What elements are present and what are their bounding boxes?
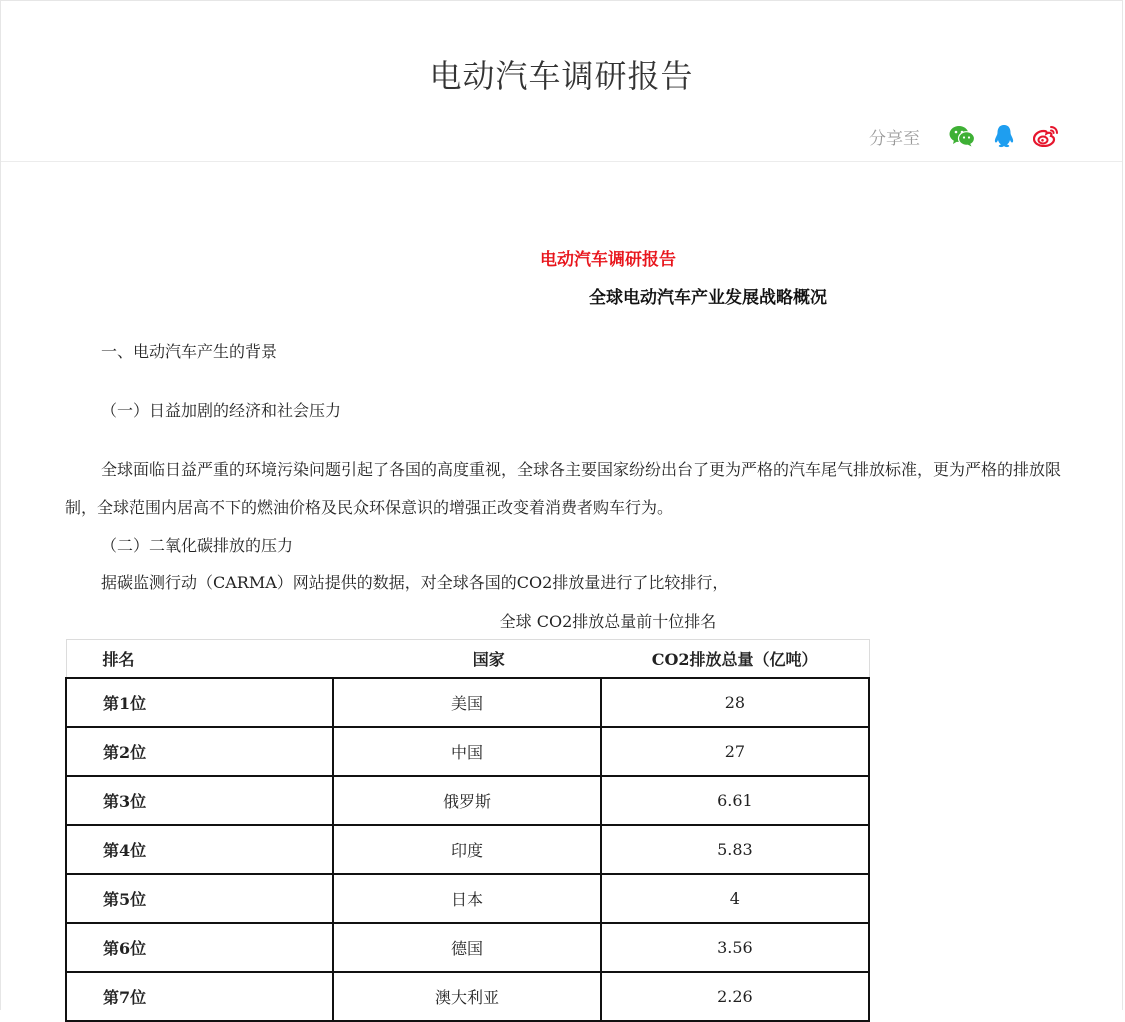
qq-icon[interactable] — [990, 122, 1018, 150]
section-heading: 一、电动汽车产生的背景 — [101, 342, 278, 361]
article-header — [1, 1, 1122, 162]
country-cell: 印度 — [333, 825, 600, 874]
table-row — [66, 776, 869, 825]
country-cell: 日本 — [333, 874, 600, 923]
table-row — [66, 874, 869, 923]
value-cell: 2.26 — [601, 972, 869, 1021]
value-cell: 27 — [601, 727, 869, 776]
country-cell: 德国 — [333, 923, 600, 972]
table-row — [66, 825, 869, 874]
rank-cell: 第2位 — [66, 727, 333, 776]
value-cell: 4 — [601, 874, 869, 923]
table-row — [66, 972, 869, 1021]
paragraph: 全球面临日益严重的环境污染问题引起了各国的高度重视，全球各主要国家纷纷出台了更为严格的汽车尾气排放标准，更为严格的排放限制，全球范围内居高不下的燃油价格及民众环保意识的增强正改变着消费者购车行为。 — [65, 460, 1062, 517]
country-cell: 中国 — [333, 727, 600, 776]
rank-cell: 第4位 — [66, 825, 333, 874]
rank-cell: 第1位 — [66, 678, 333, 727]
share-bar — [869, 122, 1060, 150]
document-subtitle: 全球电动汽车产业发展战略概况 — [589, 288, 827, 308]
subsection-heading: （一）日益加剧的经济和社会压力 — [101, 401, 342, 420]
country-cell: 俄罗斯 — [333, 776, 600, 825]
value-cell: 5.83 — [601, 825, 869, 874]
wechat-icon[interactable] — [948, 122, 976, 150]
value-cell: 3.56 — [601, 923, 869, 972]
paragraph: 据碳监测行动（CARMA）网站提供的数据，对全球各国的CO2排放量进行了比较排行， — [101, 573, 729, 592]
table-row — [66, 727, 869, 776]
country-cell: 澳大利亚 — [333, 972, 600, 1021]
table-header-row — [66, 640, 869, 678]
document-title: 电动汽车调研报告 — [540, 250, 676, 270]
column-header: CO2排放总量（亿吨） — [601, 640, 869, 678]
rank-cell: 第7位 — [66, 972, 333, 1021]
column-header: 国家 — [333, 640, 600, 678]
rank-cell: 第6位 — [66, 923, 333, 972]
column-header: 排名 — [66, 640, 333, 678]
table-row — [66, 923, 869, 972]
value-cell: 28 — [601, 678, 869, 727]
share-label: 分享至 — [869, 128, 920, 149]
subsection-heading: （二）二氧化碳排放的压力 — [101, 536, 294, 555]
weibo-icon[interactable] — [1032, 122, 1060, 150]
value-cell: 6.61 — [601, 776, 869, 825]
country-cell: 美国 — [333, 678, 600, 727]
co2-ranking-table — [65, 639, 870, 1022]
table-caption: 全球 CO2排放总量前十位排名 — [499, 612, 717, 631]
rank-cell: 第5位 — [66, 874, 333, 923]
rank-cell: 第3位 — [66, 776, 333, 825]
page-title: 电动汽车调研报告 — [429, 57, 694, 95]
table-row — [66, 678, 869, 727]
